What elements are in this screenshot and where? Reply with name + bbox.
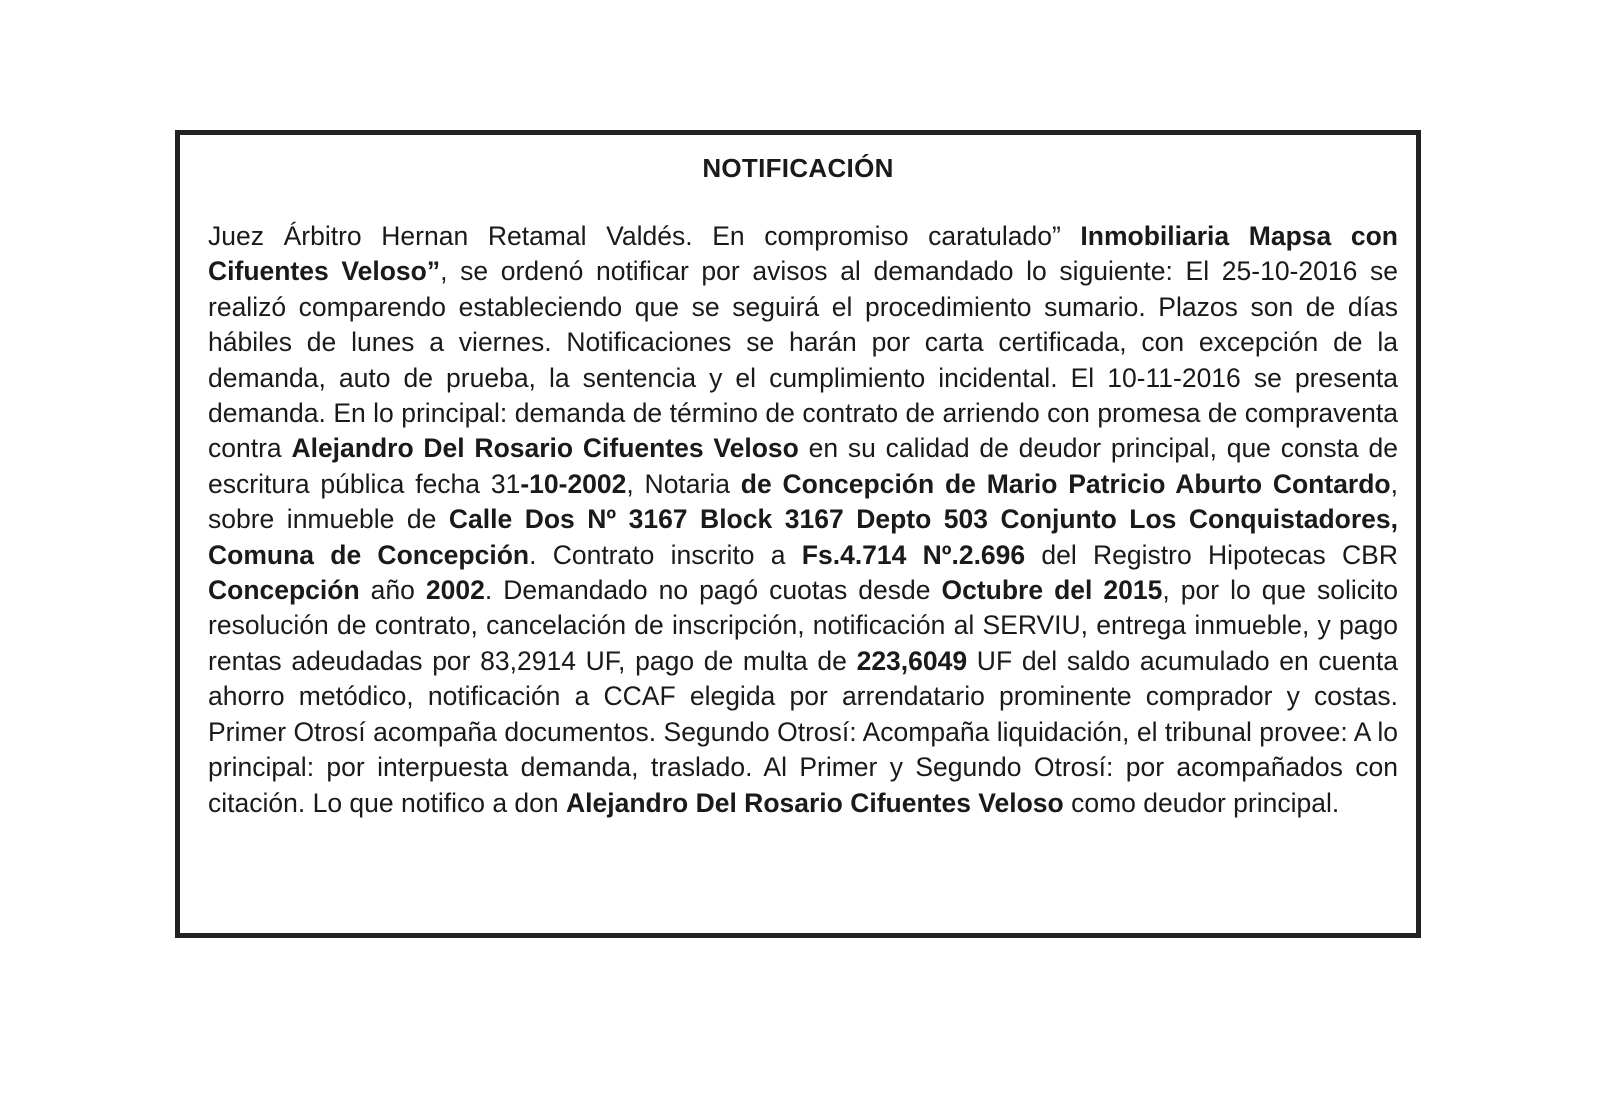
notice-box [175,130,1421,938]
text-segment: , por lo que solicito resolución de contrato, cancelación de inscripción, notificación al SERVIU, entrega inmueble, y pago rentas adeudadas por 83,2914 UF, pago de multa de [208,575,1398,676]
text-segment: en su calidad de deudor principal, que consta de escritura pública fecha 31 [208,433,1399,499]
default-date: Octubre del 2015 [941,575,1163,606]
text-segment: , se ordenó notificar por avisos al demandado lo siguiente: El 25-10-2016 se realizó comparendo estableciendo que se seguirá el procedimiento sumario. Plazos son de días hábiles de lunes a viernes. Notificaciones se harán por carta certificada, con excepción de la demanda, auto de prueba, la sentencia y el cumplimiento incidental. El 10-11-2016 se presenta demanda. En lo principal: demanda de término de contrato de arriendo con promesa de compraventa contra [208,256,1398,464]
notice-title: NOTIFICACIÓN [702,153,894,183]
judge-name: Juez Árbitro Hernan Retamal Valdés [208,221,686,251]
text-segment: . Demandado no pagó cuotas desde [484,575,942,606]
defendant-name: Alejandro Del Rosario Cifuentes Veloso [291,433,799,464]
text-segment: año [359,575,426,606]
registry-folio: Fs.4.714 Nº.2.696 [801,539,1026,570]
deed-date: -10-2002 [520,468,627,499]
case-title: Inmobiliaria Mapsa con Cifuentes Veloso” [208,221,1398,287]
text-segment: . Contrato inscrito a [529,539,802,570]
fine-amount: 223,6049 [856,645,968,676]
text-segment: del Registro Hipotecas CBR [1025,539,1398,570]
notice-body [208,219,1398,821]
defendant-name: Alejandro Del Rosario Cifuentes Veloso [566,787,1064,818]
registry-city: Concepción [208,575,360,606]
notary-name: de Concepción de Mario Patricio Aburto Contardo [740,468,1391,499]
text-segment: , sobre inmueble de [208,468,1398,535]
text-segment: , Notaria [626,468,741,499]
text-segment: . En compromiso caratulado” [685,221,1081,251]
text-segment: UF del saldo acumulado en cuenta ahorro metódico, notificación a CCAF elegida por arrendatario prominente comprador y costas. Primer Otrosí acompaña documentos. Segundo Otrosí: Acompaña liquidación, el tribunal provee: A lo principal: por interpuesta demanda, traslado. Al Primer y Segundo Otrosí: por acompañados con citación. Lo que notifico a don [208,645,1398,818]
text-segment: como deudor principal. [1063,787,1340,818]
property-address: Calle Dos Nº 3167 Block 3167 Depto 503 Conjunto Los Conquistadores, Comuna de Concepción [208,504,1398,570]
registry-year: 2002 [425,575,485,606]
